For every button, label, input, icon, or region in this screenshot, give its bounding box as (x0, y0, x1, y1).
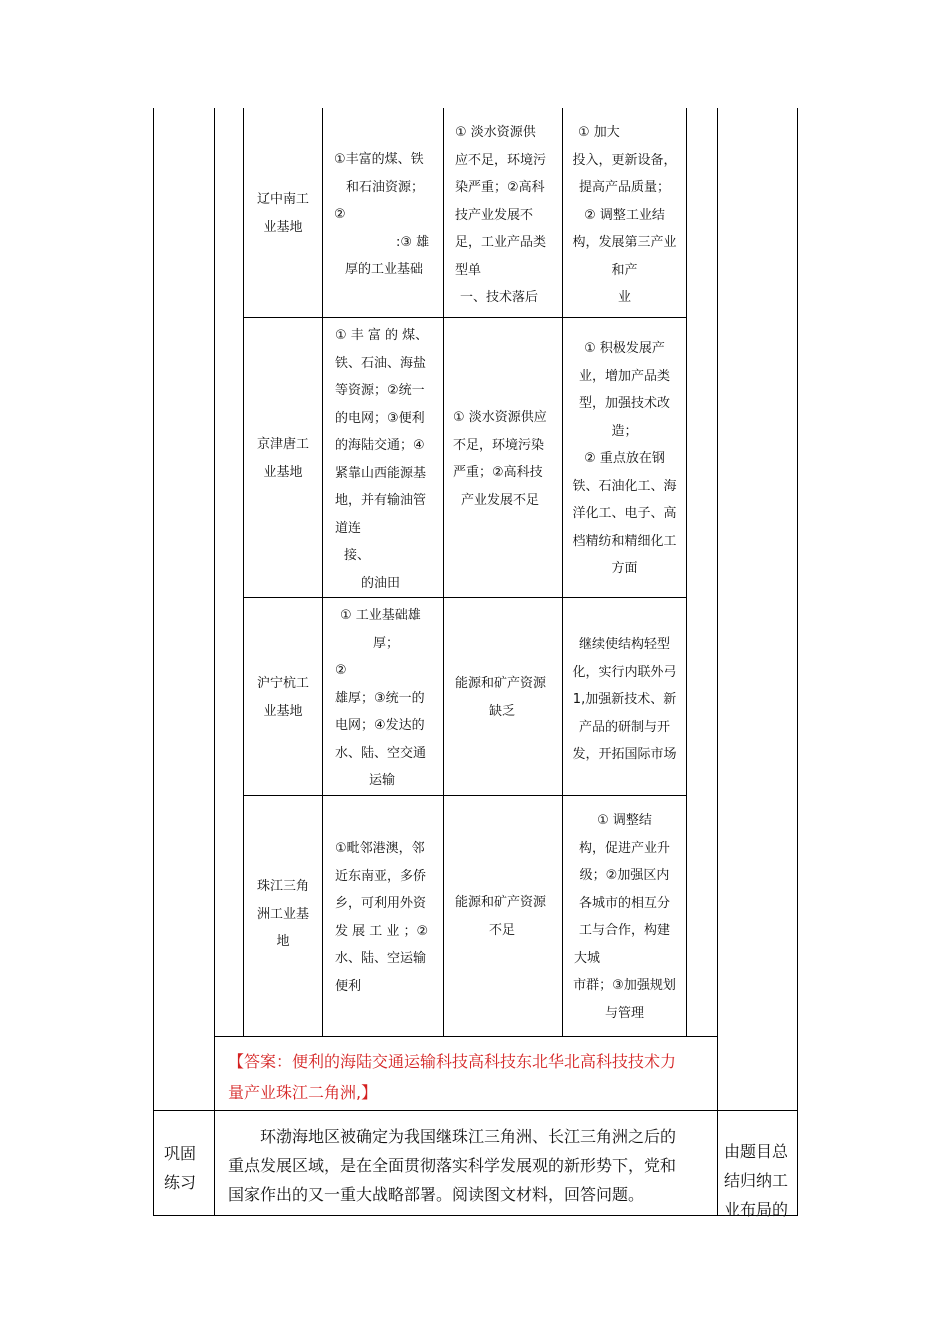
practice-text: 环渤海地区被确定为我国继珠江三角洲、长江三角洲之后的 重点发展区域，是在全面贯彻落实科学发展观的新形势下，党和 国家作出的又一重大战略部署。阅读图文材料，回答问题。 (228, 1127, 677, 1204)
measures-cell: ① 积极发展产 业，增加产品类 型，加强技术改 造； ② 重点放在钢 铁、石油化工、海 洋化工、电子、高 档精纺和精细化工 方面 (572, 341, 677, 576)
table-border-right (797, 108, 798, 1216)
problems-cell: 能源和矿产资源 不足 (455, 895, 547, 938)
answer-text: 【答案：便利的海陆交通运输科技高科技东北华北高科技技术力 量产业珠江二角洲,】 (228, 1052, 677, 1102)
advantages-cell: ① 丰 富 的 煤、 铁、石油、海盐 等资源；②统一 的电网；③便利 的海陆交通；④ 紧靠山西能源基 地，并有输油管 道连 接、 的油田 (335, 328, 429, 591)
problems-cell: ① 淡水资源供应 不足，环境污染 严重；②高科技 产业发展不足 (453, 410, 547, 508)
table-line (686, 108, 687, 1036)
problems-cell: 能源和矿产资源 缺乏 (455, 676, 547, 719)
problems-cell: ① 淡水资源供 应不足，环境污 染严重；②高科 技产业发展不 足，工业产品类 型单 一、技术落后 (455, 125, 547, 305)
table-line (214, 108, 215, 1216)
advantages-cell: ①毗邻港澳，邻 近东南亚，多侨 乡，可利用外资 发 展 工 业 ；② 水、陆、空运输 便利 (335, 841, 429, 994)
table-line (562, 108, 563, 1036)
base-name: 辽中南工 业基地 (256, 192, 309, 235)
table-line (153, 1110, 798, 1111)
section-label: 巩固 练习 (164, 1144, 197, 1192)
table-line (443, 108, 444, 1036)
table-border-left (153, 108, 154, 1216)
base-name: 沪宁杭工 业基地 (256, 676, 309, 719)
table-line (243, 597, 687, 598)
measures-cell: 继续使结构轻型 化，实行内联外弓 1,加强新技术、新 产品的研制与开 发，开拓国际市场 (572, 637, 677, 762)
measures-cell: ① 调整结 构，促进产业升 级；②加强区内 各城市的相互分 工与合作，构建 大城 市群；③加强规划 与管理 (573, 813, 676, 1021)
base-name: 京津唐工 业基地 (256, 437, 309, 480)
table-line (243, 317, 687, 318)
table-line (214, 1036, 718, 1037)
advantages-cell: ①丰富的煤、铁 和石油资源； ② :③ 雄 厚的工业基础 (334, 152, 430, 277)
design-intent: 由题目总 结归纳工 业布局的 (724, 1142, 789, 1219)
table-line (322, 108, 323, 1036)
base-name: 珠江三角 洲工业基 地 (256, 879, 309, 949)
table-border-bottom (153, 1215, 798, 1216)
advantages-cell: ① 工业基础雄 厚； ② 雄厚；③统一的 电网；④发达的 水、陆、空交通 运输 (335, 608, 427, 788)
table-line (243, 108, 244, 1036)
measures-cell: ① 加大 投入，更新设备， 提高产品质量； ② 调整工业结 构，发展第三产业 和产 业 (572, 125, 677, 305)
table-line (243, 795, 687, 796)
